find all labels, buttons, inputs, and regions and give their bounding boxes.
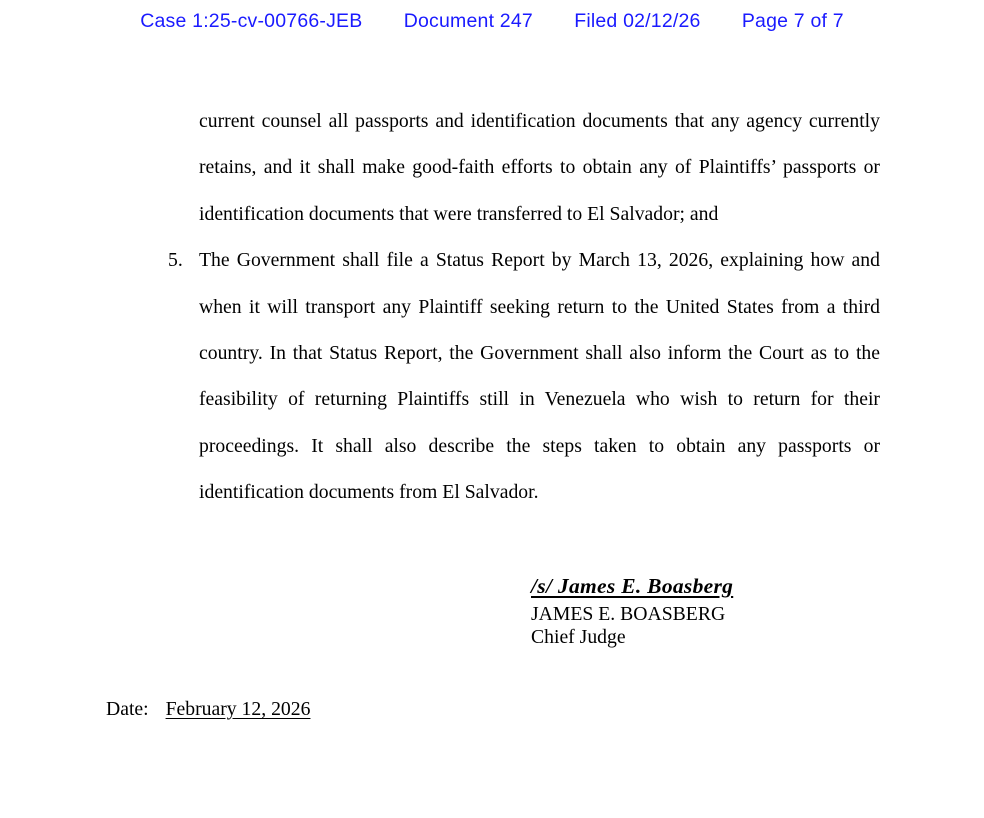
numbered-item-5	[0, 237, 984, 515]
list-marker-5: 5.	[168, 249, 183, 272]
paragraph-continued-text: current counsel all passports and identification documents that any agency currently retains, and it shall make good-faith efforts to obtain any of Plaintiffs’ passports or identification documents that were transferred to El Salvador; and	[199, 110, 880, 225]
electronic-signature: /s/ James E. Boasberg	[531, 574, 734, 598]
date-line	[106, 697, 310, 721]
date-value: February 12, 2026	[165, 698, 311, 720]
ecf-header-stamp	[0, 10, 984, 33]
paragraph-continued	[0, 98, 984, 237]
document-body	[0, 98, 984, 516]
judge-name: JAMES E. BOASBERG	[531, 603, 726, 625]
numbered-item-5-text: The Government shall file a Status Report by March 13, 2026, explaining how and when it will transport any Plaintiff seeking return to the United States from a third country. In that Status Report, the Government shall also inform the Court as to the feasibility of returning Plaintiffs still in Venezuela who wish to return for their proceedings. It shall also describe the steps taken to obtain any passports or identification documents from El Salvador.	[199, 249, 880, 504]
signature-block	[531, 575, 951, 649]
filed-date: Filed 02/12/26	[574, 10, 701, 32]
page-number: Page 7 of 7	[741, 10, 844, 32]
date-label: Date:	[106, 698, 149, 720]
case-number: Case 1:25-cv-00766-JEB	[140, 10, 363, 32]
document-number: Document 247	[403, 10, 533, 32]
judge-title: Chief Judge	[531, 626, 626, 648]
